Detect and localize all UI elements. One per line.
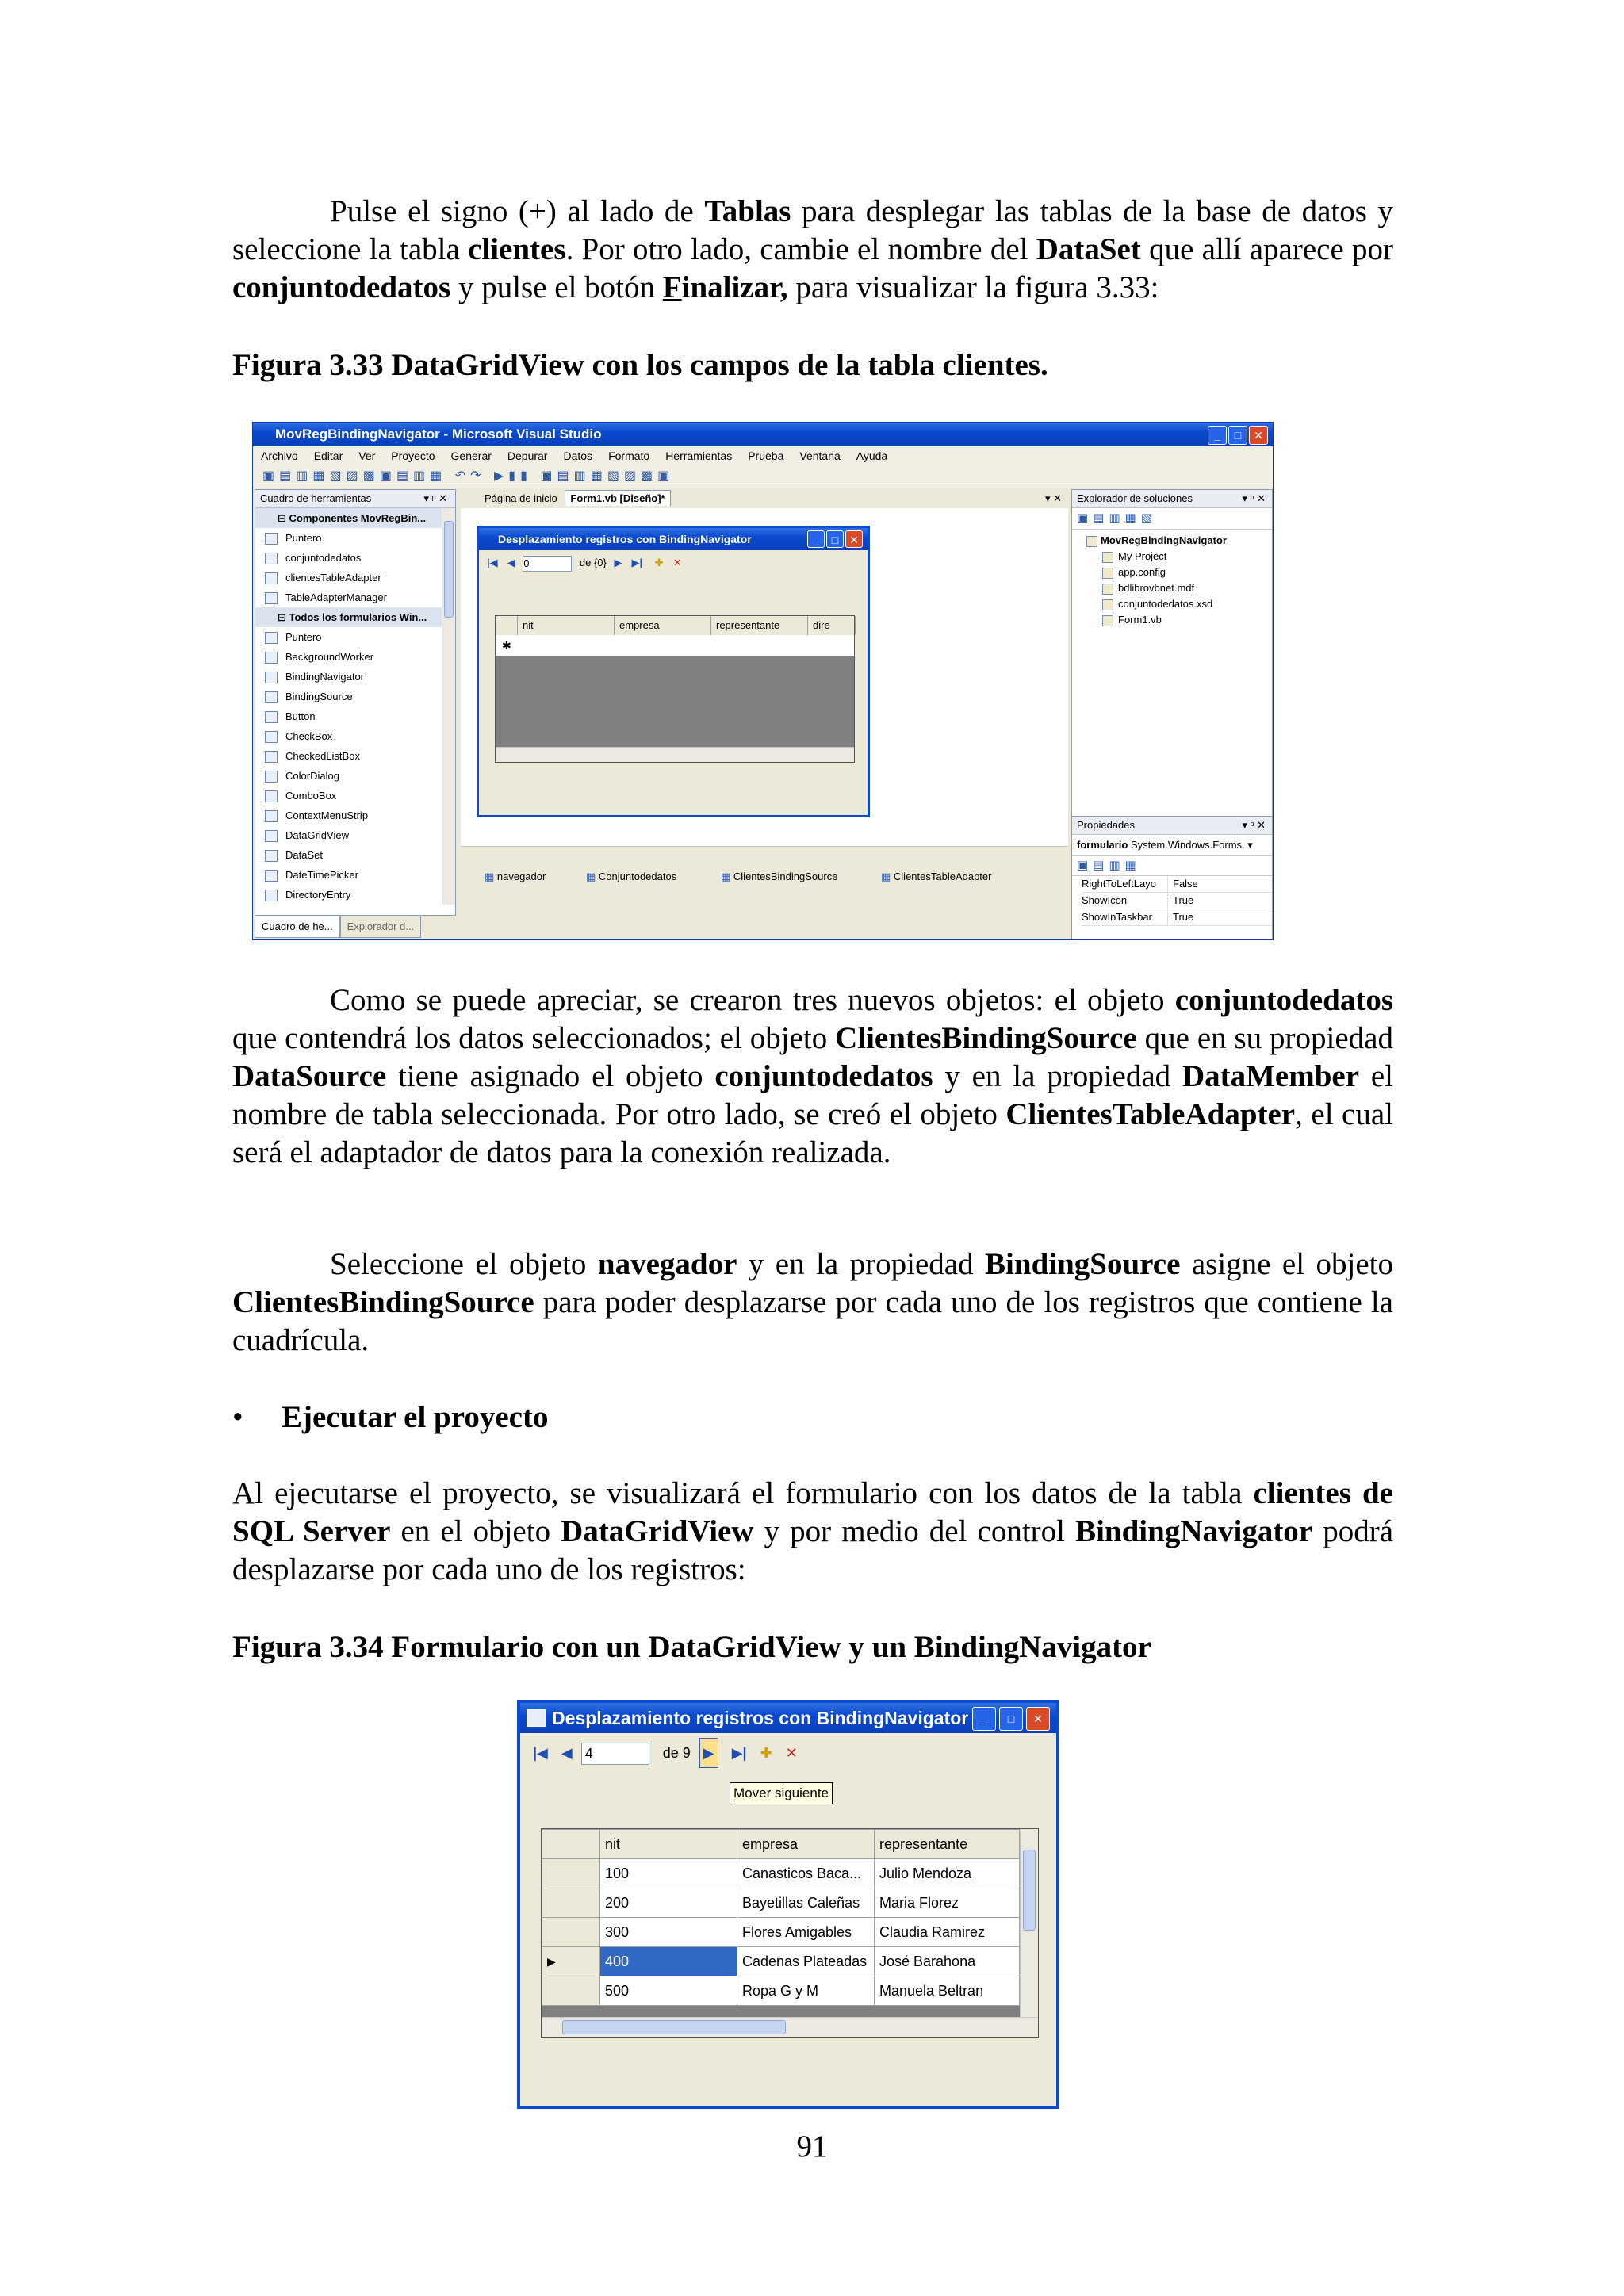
toolbox-item-icon <box>265 890 278 901</box>
table-row[interactable] <box>542 1976 1020 2006</box>
toolbox-item-icon <box>265 572 278 584</box>
toolbox-item-icon <box>265 751 278 763</box>
tab-start-page[interactable]: Página de inicio <box>485 492 557 504</box>
file-label: My Project <box>1118 550 1167 562</box>
designer-canvas <box>461 508 1068 846</box>
menu-item-editar[interactable]: Editar <box>313 450 343 462</box>
cell-representante[interactable]: Julio Mendoza <box>875 1859 1020 1888</box>
toolbox-item-label: ⊟ Componentes MovRegBin... <box>278 512 427 524</box>
vs-menu-bar <box>253 446 1273 465</box>
tray-component[interactable] <box>881 871 991 883</box>
toolbox-item-icon <box>265 870 278 882</box>
toolbox-item[interactable] <box>255 627 442 647</box>
solution-file[interactable] <box>1101 596 1272 612</box>
menu-item-generar[interactable]: Generar <box>450 450 492 462</box>
toolbox-item-icon <box>265 731 278 743</box>
file-label: conjuntodedatos.xsd <box>1118 598 1213 610</box>
table-row[interactable] <box>542 1947 1020 1976</box>
column-header-representante[interactable]: representante <box>875 1830 1020 1859</box>
property-name: RightToLeftLayo <box>1082 876 1168 892</box>
cell-nit[interactable]: 200 <box>600 1888 737 1918</box>
file-label: Form1.vb <box>1118 614 1162 626</box>
figure-3-34-form <box>517 1700 1059 2109</box>
move-previous-button[interactable]: ◀ <box>561 1745 573 1761</box>
add-new-button[interactable]: ✚ <box>760 1745 772 1761</box>
tab-form-design[interactable]: Form1.vb [Diseño]* <box>565 490 670 506</box>
design-grid-column[interactable]: nit <box>518 616 615 635</box>
toolbox-item-icon <box>265 810 278 822</box>
cell-nit[interactable]: 400 <box>600 1947 737 1976</box>
cell-nit[interactable]: 300 <box>600 1918 737 1947</box>
toolbox-item[interactable] <box>255 587 442 607</box>
file-label: MovRegBindingNavigator <box>1101 534 1227 546</box>
design-count-label: de {0} <box>579 557 607 568</box>
property-value[interactable]: True <box>1173 894 1194 906</box>
property-row[interactable] <box>1082 909 1272 926</box>
menu-item-ayuda[interactable]: Ayuda <box>856 450 888 462</box>
toolbox-item-label: BackgroundWorker <box>285 651 374 663</box>
toolbox-item[interactable] <box>255 865 442 885</box>
component-icon: ▦ <box>485 871 497 882</box>
tray-component[interactable] <box>586 871 676 883</box>
menu-item-depurar[interactable]: Depurar <box>507 450 548 462</box>
toolbox-item[interactable] <box>255 845 442 865</box>
design-form[interactable] <box>477 526 870 817</box>
component-label: navegador <box>496 871 546 882</box>
file-icon <box>1086 536 1097 547</box>
property-row[interactable] <box>1082 876 1272 893</box>
toolbox-item[interactable] <box>255 528 442 548</box>
design-grid[interactable]: nit empresa representante dire ✱ <box>495 615 855 763</box>
solution-file[interactable] <box>1101 564 1272 580</box>
component-label: ClientesBindingSource <box>733 871 838 882</box>
toolbox-item[interactable] <box>255 825 442 845</box>
cell-representante[interactable]: Claudia Ramirez <box>875 1918 1020 1947</box>
toolbox-item[interactable] <box>255 568 442 587</box>
page-number: 91 <box>796 2130 828 2164</box>
toolbox-item-icon <box>265 652 278 664</box>
binding-navigator <box>528 1738 1051 1766</box>
menu-item-herramientas[interactable]: Herramientas <box>665 450 733 462</box>
toolbox-item-label: BindingNavigator <box>285 671 365 683</box>
tray-component[interactable] <box>485 871 546 883</box>
toolbox-tabs <box>255 916 456 936</box>
toolbox-item-label: Puntero <box>285 532 322 544</box>
toolbox-item-icon <box>265 790 278 802</box>
tooltip: Mover siguiente <box>730 1782 833 1804</box>
cell-empresa[interactable]: Cadenas Plateadas <box>737 1947 875 1976</box>
figure-3-33-screenshot <box>252 422 1274 940</box>
toolbox-item-label: Button <box>285 710 316 722</box>
cell-representante[interactable]: Maria Florez <box>875 1888 1020 1918</box>
toolbox-item[interactable] <box>255 726 442 746</box>
minimize-button[interactable]: _ <box>1208 426 1227 445</box>
paragraph-3: Seleccione el objeto navegador y en la propiedad BindingSource asigne el objeto ClientesBindingSource para poder desplazarse por cada uno de los registros que contiene la cuadrícula. <box>232 1247 1393 1357</box>
toolbox-item-label: ContextMenuStrip <box>285 809 369 821</box>
toolbox-item-label: BindingSource <box>285 691 353 702</box>
property-row[interactable] <box>1082 893 1272 909</box>
menu-item-archivo[interactable]: Archivo <box>261 450 298 462</box>
form-maximize-button[interactable]: □ <box>999 1707 1023 1731</box>
solution-explorer-header: Explorador de soluciones ▾ ᵖ ✕ <box>1072 490 1272 508</box>
cell-empresa[interactable]: Canasticos Baca... <box>737 1859 875 1888</box>
property-value[interactable]: True <box>1173 911 1194 923</box>
toolbox-item[interactable] <box>255 885 442 905</box>
toolbox-bottom-tab[interactable]: Cuadro de he... <box>255 916 340 938</box>
toolbox-item[interactable] <box>255 548 442 568</box>
close-button[interactable]: ✕ <box>1249 426 1268 445</box>
property-name: ShowIcon <box>1082 893 1168 909</box>
file-icon <box>1102 584 1113 595</box>
menu-item-ventana[interactable]: Ventana <box>799 450 841 462</box>
menu-item-datos[interactable]: Datos <box>563 450 593 462</box>
table-row[interactable] <box>542 1888 1020 1918</box>
figure-3-33-caption: Figura 3.33 DataGridView con los campos de la tabla clientes. <box>232 348 1048 382</box>
row-header[interactable] <box>542 1918 600 1947</box>
row-header[interactable] <box>542 1859 600 1888</box>
toolbox-item-label: Puntero <box>285 631 322 643</box>
toolbox-item-icon <box>265 632 278 644</box>
menu-item-ver[interactable]: Ver <box>358 450 376 462</box>
designer-tabs: Página de inicio Form1.vb [Diseño]* ▾ ✕ <box>461 489 1068 509</box>
paragraph-1: Pulse el signo (+) al lado de Tablas para desplegar las tablas de la base de datos y seleccione la tabla clientes. Por otro lado, cambie el nombre del DataSet que allí aparece por conjuntodedatos y pulse el botón Finalizar, para visualizar la figura 3.33: <box>232 194 1394 304</box>
paragraph-4: Al ejecutarse el proyecto, se visualizará el formulario con los datos de la tabla clientes de SQL Server en el objeto DataGridView y por medio del control BindingNavigator podrá desplazarse por cada uno de los registros: <box>232 1476 1393 1586</box>
toolbox-item[interactable] <box>255 647 442 667</box>
row-header[interactable] <box>542 1976 600 2006</box>
toolbox-item-label: TableAdapterManager <box>285 591 387 603</box>
grid-vertical-scrollbar[interactable] <box>1020 1829 1038 2018</box>
component-tray <box>461 846 1068 939</box>
toolbox-item[interactable] <box>255 806 442 825</box>
toolbox-item-label: DateTimePicker <box>285 869 358 881</box>
form-minimize-button[interactable]: _ <box>972 1707 996 1731</box>
property-value[interactable]: False <box>1173 878 1198 890</box>
design-grid-column[interactable]: dire <box>808 616 856 635</box>
component-icon: ▦ <box>586 871 599 882</box>
cell-empresa[interactable]: Flores Amigables <box>737 1918 875 1947</box>
maximize-button[interactable]: □ <box>1228 426 1247 445</box>
cell-nit[interactable]: 100 <box>600 1859 737 1888</box>
design-position-field[interactable]: 0 <box>523 556 572 572</box>
column-header-nit[interactable]: nit <box>600 1830 737 1859</box>
file-label: bdlibrovbnet.mdf <box>1118 582 1195 594</box>
move-next-button[interactable]: ▶ <box>699 1738 718 1768</box>
toolbox-item-icon <box>265 533 278 545</box>
bullet-item: • Ejecutar el proyecto <box>232 1399 548 1437</box>
row-header[interactable]: ▶ <box>542 1947 600 1976</box>
toolbox-item-label: DirectoryEntry <box>285 889 351 901</box>
toolbox-item-label: ComboBox <box>285 790 337 802</box>
toolbox-item[interactable] <box>255 687 442 706</box>
toolbox-item[interactable] <box>255 786 442 806</box>
solution-file[interactable] <box>1101 612 1272 628</box>
toolbox-group[interactable] <box>255 508 442 528</box>
toolbox-item-label: DataSet <box>285 849 323 861</box>
design-form-maximize[interactable]: □ <box>826 530 844 548</box>
menu-item-formato[interactable]: Formato <box>608 450 650 462</box>
cell-representante[interactable]: José Barahona <box>875 1947 1020 1976</box>
cell-nit[interactable]: 500 <box>600 1976 737 2006</box>
bullet-glyph: • <box>232 1400 243 1434</box>
cell-empresa[interactable]: Ropa G y M <box>737 1976 875 2006</box>
toolbox-item[interactable] <box>255 667 442 687</box>
properties-header: Propiedades ▾ ᵖ ✕ <box>1072 817 1272 835</box>
design-navigator: |◀ ◀ 0 de {0} ▶ ▶| ✚ ✕ <box>482 553 863 572</box>
toolbox-scrollbar[interactable] <box>442 508 455 905</box>
design-form-close[interactable]: ✕ <box>845 530 863 548</box>
grid-row-header <box>496 616 518 635</box>
toolbox-item-label: DataGridView <box>285 829 349 841</box>
delete-button[interactable]: ✕ <box>785 1745 798 1761</box>
move-last-button[interactable]: ▶| <box>731 1745 747 1761</box>
file-icon <box>1102 552 1113 563</box>
grid-horizontal-scrollbar[interactable] <box>542 2017 1038 2037</box>
vs-title-bar: MovRegBindingNavigator - Microsoft Visual Studio _ □ ✕ <box>253 423 1273 446</box>
file-icon <box>1102 599 1113 610</box>
toolbox-group[interactable] <box>255 607 442 627</box>
toolbox-panel <box>255 489 456 916</box>
solution-tree <box>1072 530 1272 628</box>
cell-representante[interactable]: Manuela Beltran <box>875 1976 1020 2006</box>
solution-file[interactable] <box>1101 549 1272 564</box>
form-icon <box>527 1709 546 1727</box>
design-form-title: Desplazamiento registros con BindingNavigator _ □ ✕ <box>479 528 868 550</box>
figure-3-34-caption: Figura 3.34 Formulario con un DataGridView y un BindingNavigator <box>232 1630 1151 1664</box>
toolbox-item-icon <box>265 771 278 783</box>
toolbox-item-icon <box>265 592 278 604</box>
properties-grid <box>1072 876 1272 926</box>
property-name: ShowInTaskbar <box>1082 909 1168 925</box>
solution-explorer: Explorador de soluciones ▾ ᵖ ✕ ▣▤▥▦▧ MovRegBindingNavigator My Project app.config bdlibrovbnet.mdf conjuntodedatos.xsd Form1.vb <box>1071 489 1273 835</box>
design-form-minimize[interactable]: _ <box>807 530 825 548</box>
toolbox-item[interactable] <box>255 746 442 766</box>
count-label: de 9 <box>662 1745 691 1761</box>
toolbox-item[interactable] <box>255 706 442 726</box>
design-grid-column[interactable]: representante <box>711 616 808 635</box>
data-grid-view[interactable] <box>541 1828 1039 2038</box>
paragraph-2: Como se puede apreciar, se crearon tres nuevos objetos: el objeto conjuntodedatos que contendrá los datos seleccionados; el objeto ClientesBindingSource que en su propiedad DataSource tiene asignado el objeto conjuntodedatos y en la propiedad DataMember el nombre de tabla seleccionada. Por otro lado, se creó el objeto ClientesTableAdapter, el cual será el adaptador de datos para la conexión realizada. <box>232 983 1393 1169</box>
toolbox-item-icon <box>265 830 278 842</box>
form-title-bar: Desplazamiento registros con BindingNavigator _ □ ✕ <box>520 1703 1056 1733</box>
menu-item-proyecto[interactable]: Proyecto <box>391 450 435 462</box>
toolbox-item-label: conjuntodedatos <box>285 552 362 564</box>
solution-project[interactable] <box>1101 533 1272 549</box>
vs-toolbar: ▣▤▥▦▧▨▩▣▤▥▦ ↶↷ ▶▮▮ ▣▤▥▦▧▨▩▣ <box>253 465 1273 488</box>
component-icon: ▦ <box>881 871 894 882</box>
toolbox-item-label: ⊟ Todos los formularios Win... <box>278 611 427 623</box>
toolbox-item-icon <box>265 553 278 564</box>
table-row[interactable] <box>542 1918 1020 1947</box>
component-label: Conjuntodedatos <box>598 871 677 882</box>
position-field[interactable]: 4 <box>581 1743 649 1765</box>
toolbox-item-label: ColorDialog <box>285 770 339 782</box>
row-header[interactable] <box>542 1888 600 1918</box>
toolbox-list <box>255 508 442 905</box>
design-grid-column[interactable]: empresa <box>615 616 711 635</box>
solution-file[interactable] <box>1101 580 1272 596</box>
column-header-empresa[interactable]: empresa <box>737 1830 875 1859</box>
toolbox-header: Cuadro de herramientas ▾ ᵖ ✕ <box>255 490 455 508</box>
toolbox-item-icon <box>265 672 278 683</box>
toolbox-item[interactable] <box>255 766 442 786</box>
file-icon <box>1102 615 1113 626</box>
move-first-button[interactable]: |◀ <box>533 1745 548 1761</box>
toolbox-item-icon <box>265 850 278 862</box>
component-icon: ▦ <box>721 871 733 882</box>
properties-panel: Propiedades ▾ ᵖ ✕ formulario System.Windows.Forms. ▾ ▣▤▥▦ RightToLeftLayo False ShowIcon True ShowInTaskbar True <box>1071 816 1273 939</box>
toolbox-item-icon <box>265 691 278 703</box>
file-icon <box>1102 568 1113 579</box>
toolbox-bottom-tab[interactable]: Explorador d... <box>340 916 422 938</box>
menu-item-prueba[interactable]: Prueba <box>748 450 784 462</box>
toolbox-item-label: CheckedListBox <box>285 750 360 762</box>
toolbox-item-label: CheckBox <box>285 730 333 742</box>
form-close-button[interactable]: ✕ <box>1026 1707 1050 1731</box>
table-row[interactable] <box>542 1859 1020 1888</box>
toolbox-item-label: clientesTableAdapter <box>285 572 381 584</box>
cell-empresa[interactable]: Bayetillas Caleñas <box>737 1888 875 1918</box>
tray-component[interactable] <box>721 871 837 883</box>
component-label: ClientesTableAdapter <box>893 871 992 882</box>
data-grid-table <box>542 1829 1020 2006</box>
toolbox-item-icon <box>265 711 278 723</box>
file-label: app.config <box>1118 566 1166 578</box>
